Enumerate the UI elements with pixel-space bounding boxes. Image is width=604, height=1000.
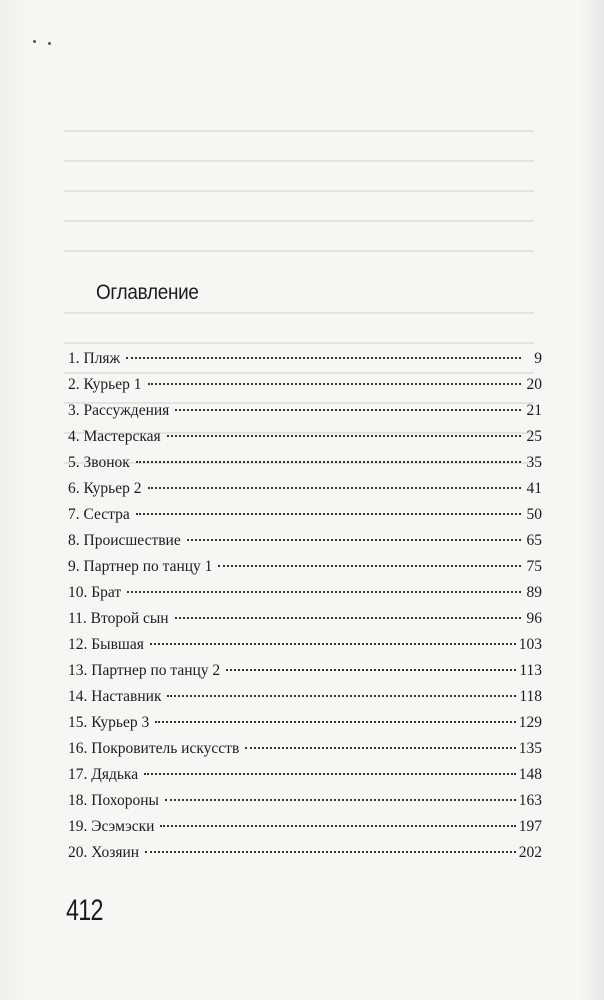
- toc-entry-page: 89: [526, 584, 542, 601]
- toc-entry-page: 41: [526, 480, 542, 497]
- toc-entry: [68, 454, 542, 480]
- toc-entry: [68, 506, 542, 532]
- dot-leader: [145, 851, 516, 853]
- toc-entry-title: 1. Пляж: [68, 350, 121, 367]
- toc-entry: [68, 584, 542, 610]
- toc-entry-title: 6. Курьер 2: [68, 480, 142, 497]
- toc-entry-title: 11. Второй сын: [68, 610, 169, 627]
- toc-entry-title: 3. Рассуждения: [68, 402, 170, 419]
- toc-entry: [68, 558, 542, 584]
- toc-entry-title: 19. Эсэмэски: [68, 818, 155, 835]
- dot-leader: [144, 773, 516, 775]
- dot-leader: [165, 799, 516, 801]
- toc-entry-page: 9: [534, 350, 542, 367]
- dot-leader: [218, 565, 521, 567]
- dot-leader: [175, 409, 521, 411]
- dot-leader: [160, 825, 515, 827]
- toc-entry-page: 75: [526, 558, 542, 575]
- toc-entry-title: 12. Бывшая: [68, 636, 144, 653]
- toc-entry-page: 113: [519, 662, 542, 679]
- toc-entry-title: 20. Хозяин: [68, 844, 140, 861]
- dot-leader: [126, 357, 521, 359]
- toc-entry-page: 103: [518, 636, 542, 653]
- toc-entry-page: 202: [518, 844, 542, 861]
- toc-entry-page: 96: [526, 610, 542, 627]
- toc-entry: [68, 688, 542, 714]
- dot-leader: [150, 643, 516, 645]
- print-speck: [33, 40, 36, 43]
- toc-entry-page: 118: [519, 688, 542, 705]
- dot-leader: [127, 591, 521, 593]
- toc-entry-title: 7. Сестра: [68, 506, 130, 523]
- toc-entry-title: 18. Похороны: [68, 792, 159, 809]
- toc-entry-page: 129: [518, 714, 542, 731]
- dot-leader: [148, 487, 522, 489]
- toc-entry: [68, 402, 542, 428]
- toc-entry: [68, 740, 542, 766]
- toc-entry-title: 17. Дядька: [68, 766, 139, 783]
- toc-entry-page: 65: [526, 532, 542, 549]
- dot-leader: [187, 539, 521, 541]
- toc-entry-page: 135: [518, 740, 542, 757]
- toc-entry-title: 5. Звонок: [68, 454, 130, 471]
- toc-entry-title: 9. Партнер по танцу 1: [68, 558, 213, 575]
- dot-leader: [167, 695, 516, 697]
- page-title: Оглавление: [96, 281, 199, 304]
- toc-entry-page: 50: [526, 506, 542, 523]
- toc-entry-title: 14. Наставник: [68, 688, 162, 705]
- toc-entry-page: 20: [526, 376, 542, 393]
- toc-entry-title: 8. Происшествие: [68, 532, 181, 549]
- dot-leader: [155, 721, 516, 723]
- toc-entry-page: 21: [526, 402, 542, 419]
- toc-entry: [68, 792, 542, 818]
- toc-entry: [68, 350, 542, 376]
- toc-entry-title: 10. Брат: [68, 584, 122, 601]
- toc-entry-page: 35: [526, 454, 542, 471]
- toc-entry: [68, 532, 542, 558]
- toc-entry: [68, 818, 542, 844]
- dot-leader: [245, 747, 515, 749]
- dot-leader: [136, 513, 521, 515]
- toc-entry: [68, 662, 542, 688]
- toc-entry-title: 13. Партнер по танцу 2: [68, 662, 221, 679]
- table-of-contents: [68, 350, 542, 870]
- print-speck: [48, 42, 51, 45]
- toc-entry: [68, 714, 542, 740]
- dot-leader: [175, 617, 521, 619]
- dot-leader: [167, 435, 521, 437]
- toc-entry-page: 163: [518, 792, 542, 809]
- toc-entry: [68, 376, 542, 402]
- toc-entry: [68, 428, 542, 454]
- toc-entry: [68, 610, 542, 636]
- toc-entry-page: 148: [518, 766, 542, 783]
- toc-entry-title: 16. Покровитель искусств: [68, 740, 240, 757]
- toc-entry: [68, 480, 542, 506]
- dot-leader: [226, 669, 516, 671]
- toc-entry: [68, 766, 542, 792]
- toc-entry-title: 15. Курьер 3: [68, 714, 150, 731]
- toc-entry: [68, 636, 542, 662]
- dot-leader: [148, 383, 522, 385]
- toc-entry-page: 197: [518, 818, 542, 835]
- toc-entry-title: 4. Мастерская: [68, 428, 161, 445]
- dot-leader: [136, 461, 521, 463]
- toc-entry: [68, 844, 542, 870]
- toc-entry-page: 25: [526, 428, 542, 445]
- toc-entry-title: 2. Курьер 1: [68, 376, 142, 393]
- page-number: 412: [66, 894, 103, 927]
